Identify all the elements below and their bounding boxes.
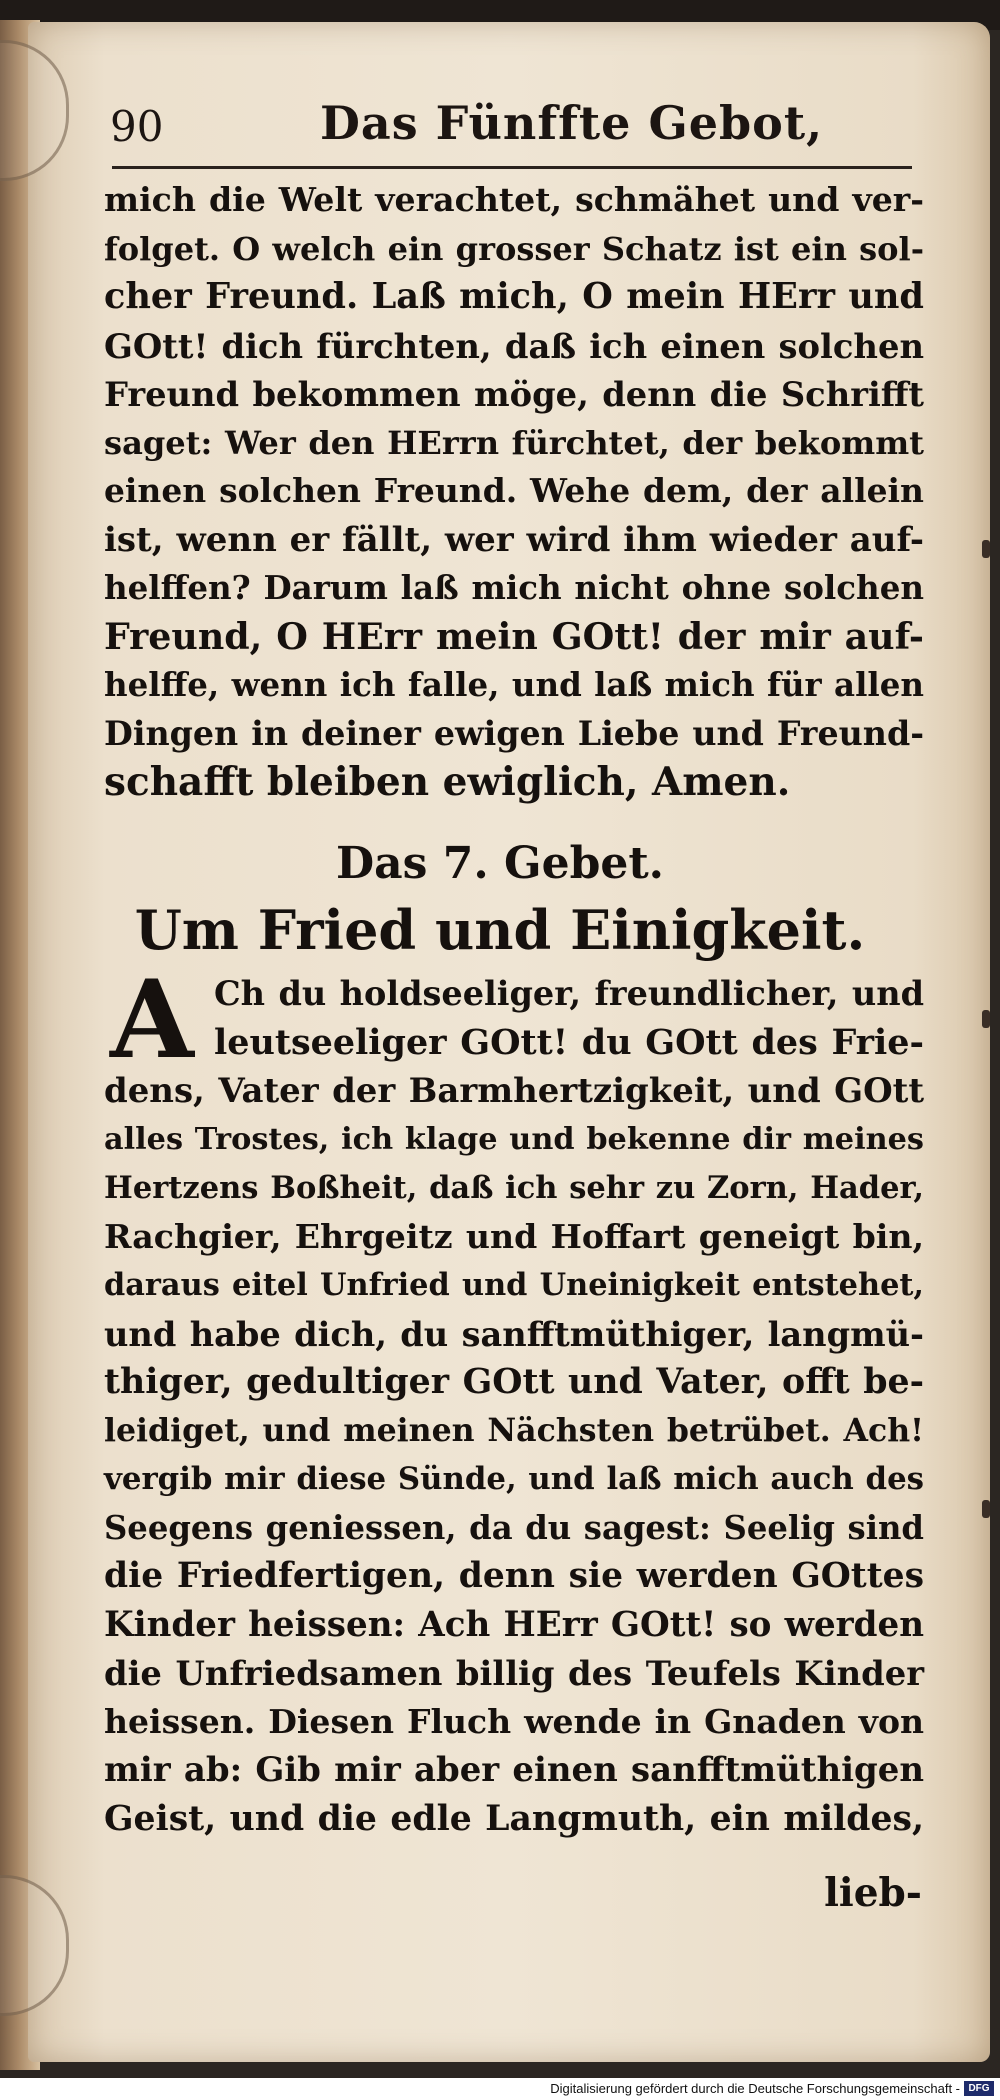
edge-mark <box>982 1500 990 1518</box>
text-block-2 <box>104 957 924 1843</box>
text-line: helffen? Darum laß mich nicht ohne solchen <box>104 568 924 607</box>
text-line: und habe dich, du sanfftmüthiger, langmü- <box>104 1313 924 1354</box>
text-line: Hertzens Boßheit, daß ich sehr zu Zorn, Hader, <box>104 1170 924 1206</box>
text-line: die Unfriedsamen billig des Teufels Kinder <box>104 1653 924 1693</box>
text-line: dens, Vater der Barmhertzigkeit, und GOtt <box>104 1071 924 1111</box>
text-line: helffe, wenn ich falle, und laß mich für allen <box>104 666 924 704</box>
text-line: die Friedfertigen, denn sie werden GOttes <box>104 1556 924 1596</box>
header-rule <box>112 166 912 169</box>
page-number: 90 <box>110 102 164 151</box>
text-line: cher Freund. Laß mich, O mein HErr und <box>104 276 924 317</box>
text-line: heissen. Diesen Fluch wende in Gnaden von <box>104 1701 924 1741</box>
running-head: Das Fünffte Gebot, <box>320 96 824 150</box>
footer-credit: Digitalisierung gefördert durch die Deutsche Forschungsgemeinschaft - <box>550 2081 960 2096</box>
text-line: thiger, gedultiger GOtt und Vater, offt be- <box>104 1361 924 1402</box>
text-line: Freund, O HErr mein GOtt! der mir auf- <box>104 614 924 658</box>
text-line: Kinder heissen: Ach HErr GOtt! so werden <box>104 1604 924 1645</box>
text-line: daraus eitel Unfried und Uneinigkeit entstehet, <box>104 1267 924 1303</box>
text-line: einen solchen Freund. Wehe dem, der allein <box>104 471 924 510</box>
text-line: Ch du holdseeliger, freundlicher, und <box>214 974 924 1013</box>
page-header <box>110 92 910 152</box>
text-line: alles Trostes, ich klage und bekenne dir meines <box>104 1121 924 1157</box>
text-line: Geist, und die edle Langmuth, ein mildes, <box>104 1798 924 1839</box>
text-line: vergib mir diese Sünde, und laß mich auch des <box>104 1461 924 1497</box>
text-line: Rachgier, Ehrgeitz und Hoffart geneigt bin, <box>104 1216 924 1256</box>
text-line: mir ab: Gib mir aber einen sanfftmüthigen <box>104 1750 924 1790</box>
text-line: saget: Wer den HErrn fürchtet, der bekommt <box>104 423 924 462</box>
text-line: schafft bleiben ewiglich, Amen. <box>104 759 791 805</box>
text-line: mich die Welt verachtet, schmähet und ver- <box>104 180 924 219</box>
text-line: Dingen in deiner ewigen Liebe und Freund- <box>104 713 924 753</box>
text-line: GOtt! dich fürchten, daß ich einen solchen <box>104 325 924 366</box>
text-line: leidiget, und meinen Nächsten betrübet. Ach! <box>104 1411 924 1449</box>
dfg-logo[interactable]: DFG <box>964 2081 994 2096</box>
edge-mark <box>982 1010 990 1028</box>
edge-mark <box>982 540 990 558</box>
text-line: Seegens geniessen, da du sagest: Seelig sind <box>104 1508 924 1547</box>
catchword: lieb- <box>824 1870 922 1916</box>
text-line: leutseeliger GOtt! du GOtt des Frie- <box>214 1021 924 1063</box>
text-line: Freund bekommen möge, denn die Schrifft <box>104 374 924 414</box>
text-line: folget. O welch ein grosser Schatz ist ein sol- <box>104 229 924 268</box>
digitization-footer <box>0 2078 1000 2100</box>
prayer-title: Um Fried und Einigkeit. <box>134 898 866 962</box>
prayer-number: Das 7. Gebet. <box>336 838 664 889</box>
text-line: ist, wenn er fällt, wer wird ihm wieder auf- <box>104 519 924 560</box>
drop-cap: A <box>110 957 194 1083</box>
text-block-1 <box>104 176 924 807</box>
